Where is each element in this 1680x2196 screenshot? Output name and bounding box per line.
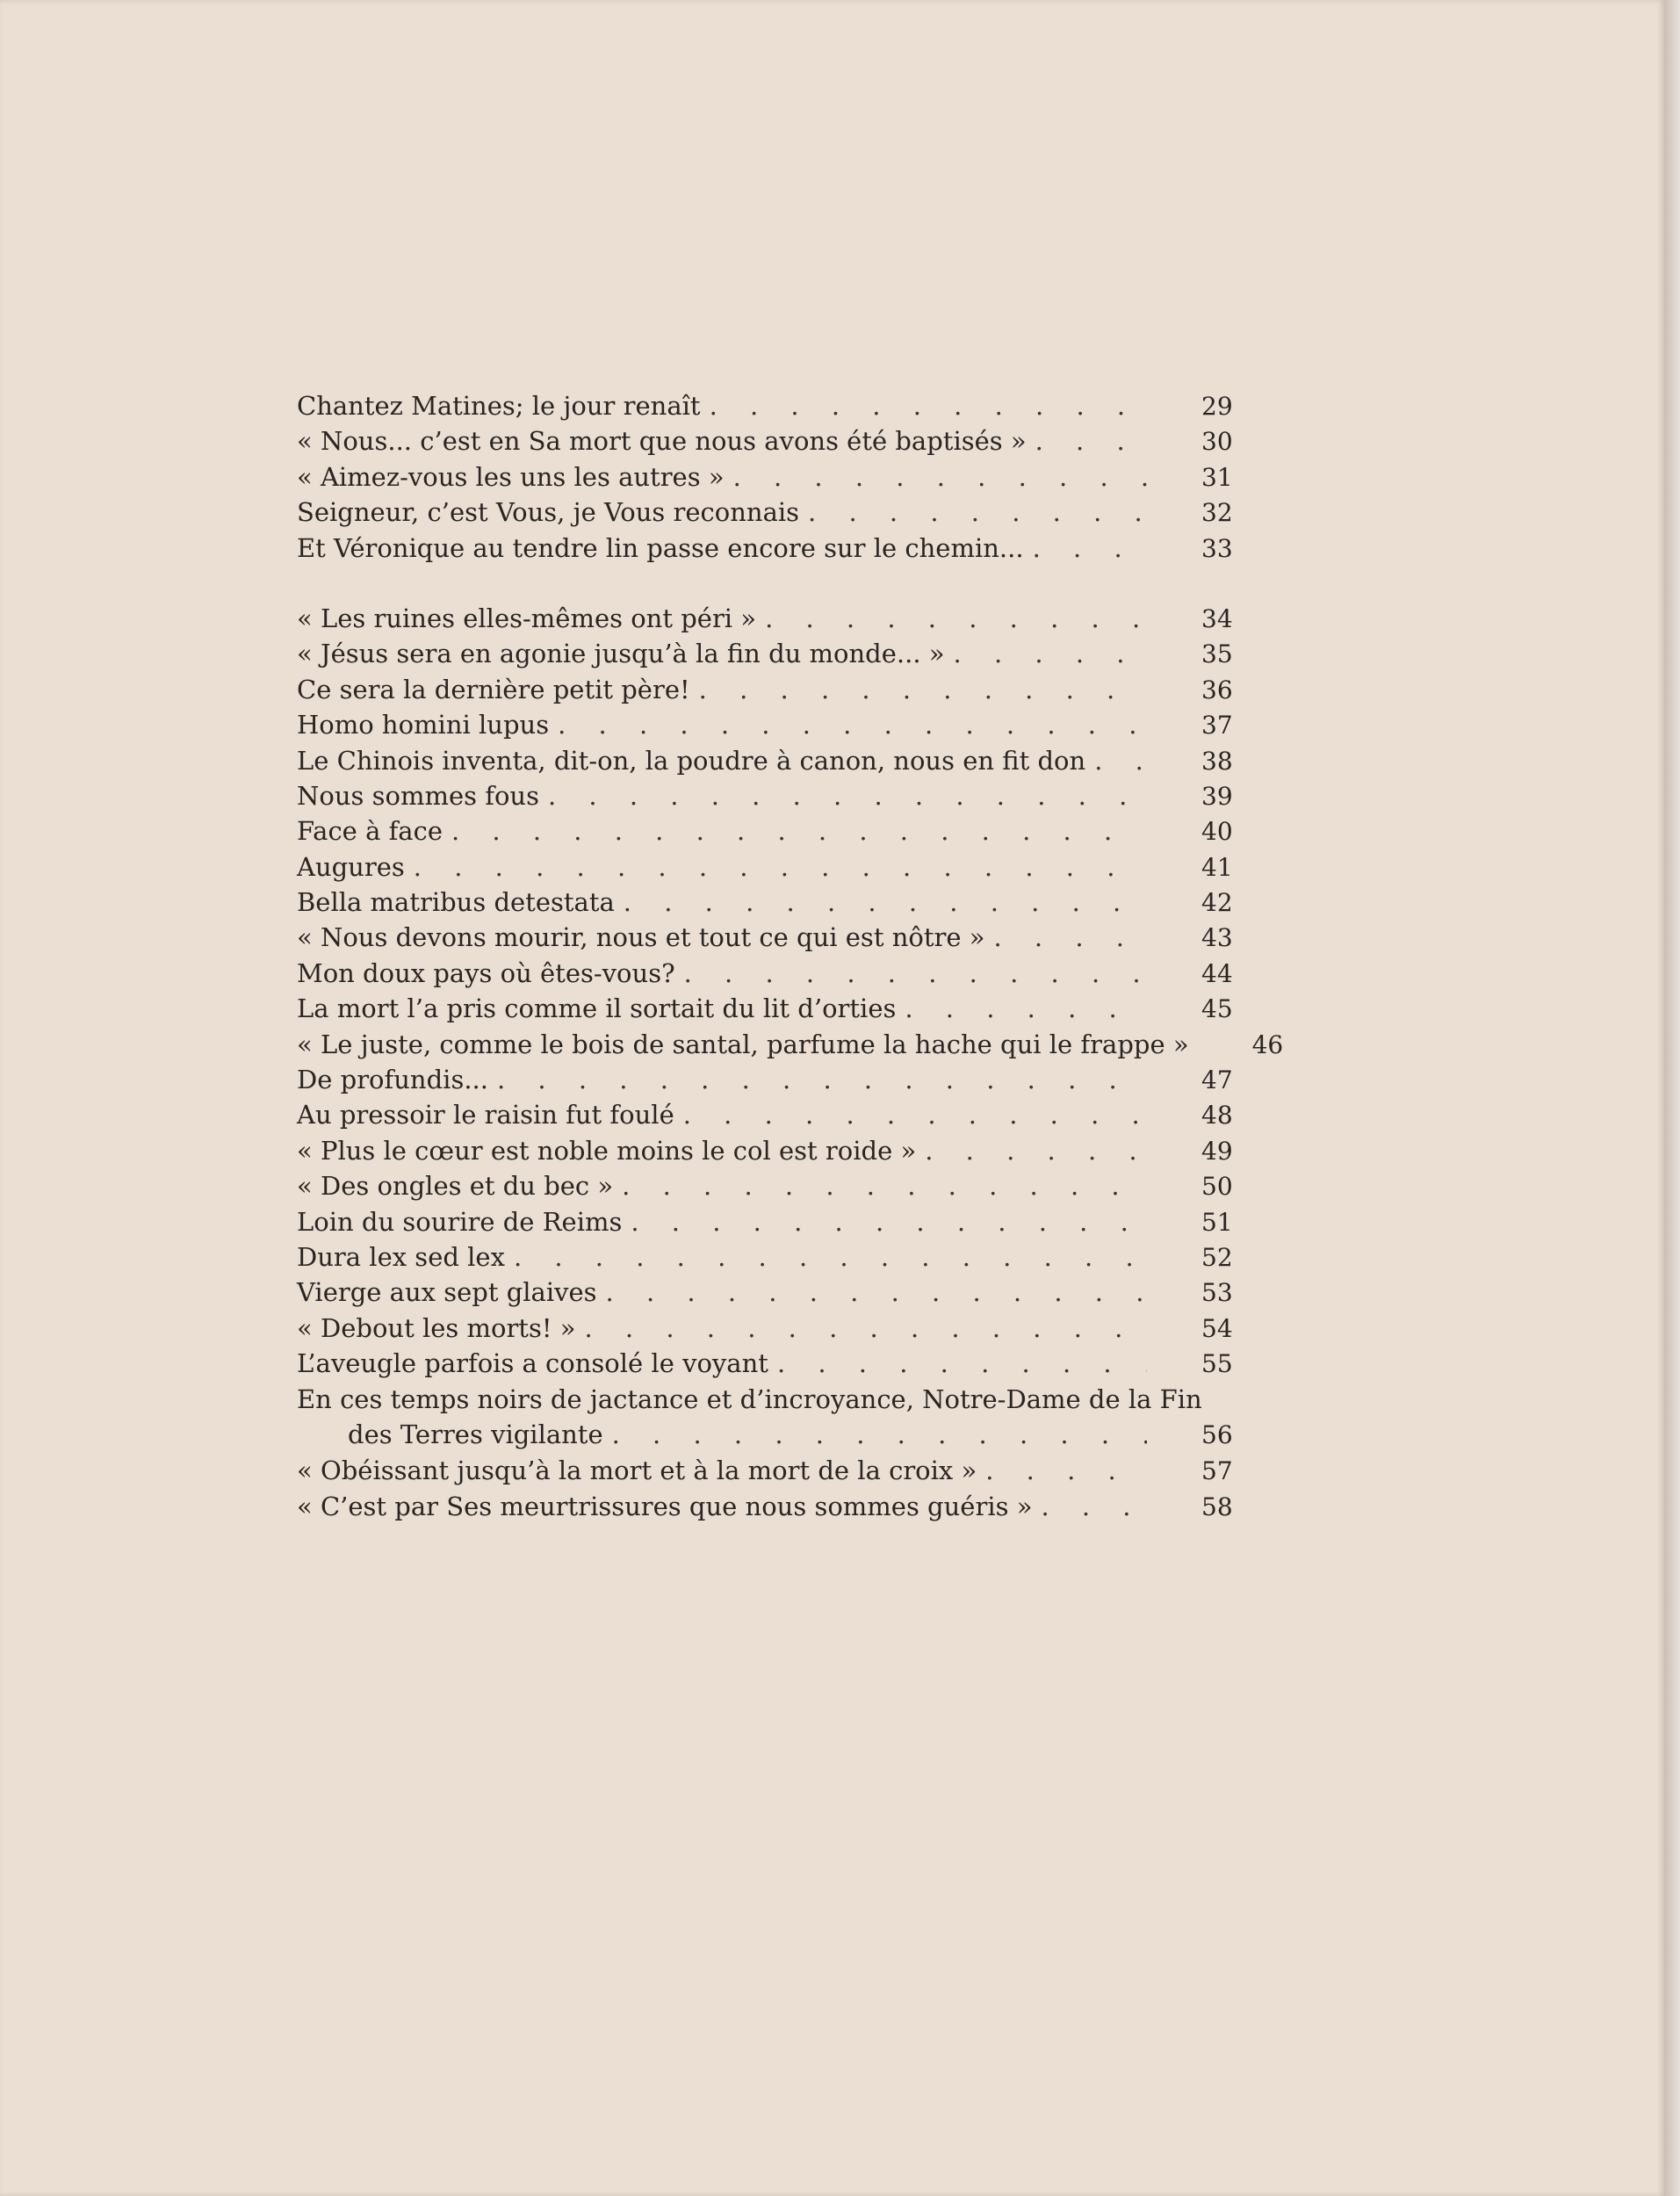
toc-entry	[297, 743, 1245, 778]
toc-entry-page: 35	[1201, 639, 1233, 669]
toc-entry-title: « Obéissant jusqu’à la mort et à la mort de la croix »	[297, 1456, 977, 1486]
toc-entry-page: 30	[1201, 427, 1233, 457]
dot-leader	[631, 1204, 1147, 1239]
dot-leader	[954, 636, 1147, 671]
toc-entry-page: 55	[1201, 1349, 1233, 1379]
toc-entry-page: 32	[1201, 498, 1233, 528]
toc-entry-title: De profundis...	[297, 1065, 488, 1095]
toc-entry	[297, 1489, 1245, 1524]
toc-entry	[297, 707, 1245, 742]
toc-entry-page: 40	[1201, 817, 1233, 847]
toc-entry-page: 29	[1201, 392, 1233, 421]
toc-entry-page: 42	[1201, 888, 1233, 918]
toc-entry-page: 31	[1201, 462, 1233, 492]
toc-entry	[297, 423, 1245, 459]
toc-entry	[297, 849, 1245, 885]
toc-entry-title: « C’est par Ses meurtrissures que nous sommes guéris »	[297, 1491, 1033, 1521]
toc-entry-title: L’aveugle parfois a consolé le voyant	[297, 1348, 768, 1379]
dot-leader	[808, 495, 1147, 530]
toc-entry-title: Seigneur, c’est Vous, je Vous reconnais	[297, 497, 800, 528]
dot-leader	[584, 1311, 1147, 1346]
toc-entry	[297, 778, 1245, 813]
dot-leader	[925, 1133, 1147, 1168]
toc-entry-page: 50	[1201, 1172, 1233, 1202]
toc-entry-title: Au pressoir le raisin fut foulé	[297, 1100, 674, 1131]
toc-entry-title: « Jésus sera en agonie jusqu’à la fin du monde... »	[297, 639, 945, 669]
toc-entry	[297, 672, 1245, 707]
toc-entry-title: « Les ruines elles-mêmes ont péri »	[297, 603, 757, 633]
toc-entry-page: 49	[1201, 1136, 1233, 1166]
page-edge	[1664, 0, 1680, 2196]
toc-entry-page: 54	[1201, 1313, 1233, 1343]
dot-leader	[1035, 423, 1147, 459]
toc-entry	[297, 1346, 1245, 1381]
dot-leader	[993, 920, 1147, 955]
toc-entry-page: 45	[1201, 994, 1233, 1024]
toc-entry-title: Homo homini lupus	[297, 710, 550, 740]
toc-entry-title: Vierge aux sept glaives	[297, 1277, 597, 1308]
dot-leader	[514, 1239, 1147, 1275]
dot-leader	[684, 956, 1147, 991]
dot-leader	[777, 1346, 1147, 1381]
toc-entry	[297, 1204, 1245, 1239]
toc-entry	[297, 459, 1245, 495]
toc-entry-page: 37	[1201, 711, 1233, 740]
toc-entry-title: « Debout les morts! »	[297, 1312, 576, 1343]
toc-entry-title: Augures	[297, 851, 405, 882]
toc-section-1	[297, 388, 1245, 566]
toc-entry-title: Le Chinois inventa, dit-on, la poudre à canon, nous en fit don	[297, 745, 1086, 776]
toc-entry	[297, 1239, 1245, 1275]
toc-entry-title: Dura lex sed lex	[297, 1241, 505, 1272]
toc-entry-page: 47	[1201, 1065, 1233, 1095]
toc-entry	[297, 495, 1245, 530]
toc-entry	[297, 388, 1245, 423]
toc-entry-page: 41	[1201, 852, 1233, 882]
toc-entry-page: 58	[1201, 1492, 1233, 1521]
dot-leader	[612, 1417, 1147, 1452]
toc-entry	[297, 1027, 1284, 1062]
toc-entry-page: 38	[1201, 746, 1233, 776]
toc-entry-title: Face à face	[297, 816, 443, 847]
toc-entry	[297, 1275, 1245, 1310]
toc-entry-page: 51	[1201, 1207, 1233, 1237]
toc-entry-page: 48	[1201, 1101, 1233, 1131]
dot-leader	[414, 849, 1147, 885]
toc-entry	[297, 956, 1245, 991]
dot-leader	[733, 459, 1147, 495]
toc-entry-title: Et Véronique au tendre lin passe encore sur le chemin...	[297, 532, 1024, 563]
toc-entry-page: 36	[1201, 675, 1233, 704]
toc-entry-title: « Plus le cœur est noble moins le col est roide »	[297, 1135, 917, 1166]
toc-entry	[297, 601, 1245, 636]
toc-entry	[297, 1311, 1245, 1346]
toc-entry	[297, 1133, 1245, 1168]
toc-entry-page: 44	[1201, 958, 1233, 988]
toc-entry-title: Chantez Matines; le jour renaît	[297, 391, 701, 421]
dot-leader	[765, 601, 1147, 636]
toc-entry-page: 46	[1251, 1029, 1284, 1059]
toc-entry-page: 43	[1201, 923, 1233, 953]
toc-entry-title: Bella matribus detestata	[297, 887, 615, 918]
toc-entry	[297, 1062, 1245, 1097]
dot-leader	[905, 991, 1147, 1026]
toc-entry-title-line1: En ces temps noirs de jactance et d’incroyance, Notre-Dame de la Fin	[297, 1383, 1202, 1414]
toc-entry-title: Loin du sourire de Reims	[297, 1206, 623, 1237]
toc-entry	[297, 1168, 1245, 1203]
toc-entry-title: « Nous... c’est en Sa mort que nous avons été baptisés »	[297, 426, 1027, 457]
toc-entry-title: « Le juste, comme le bois de santal, parfume la hache qui le frappe »	[297, 1029, 1189, 1059]
toc-entry-page: 57	[1201, 1456, 1233, 1486]
dot-leader	[497, 1062, 1147, 1097]
toc-entry	[297, 885, 1245, 920]
toc-entry-title: « Aimez-vous les uns les autres »	[297, 461, 725, 492]
toc-entry	[297, 991, 1245, 1026]
dot-leader	[548, 778, 1147, 813]
dot-leader	[985, 1453, 1147, 1488]
toc-entry-title: Nous sommes fous	[297, 780, 539, 811]
toc-entry-title: « Nous devons mourir, nous et tout ce qui est nôtre »	[297, 922, 985, 953]
dot-leader	[1033, 531, 1147, 566]
toc-entry-title: Ce sera la dernière petit père!	[297, 674, 690, 704]
toc-entry	[297, 1097, 1245, 1132]
toc-entry	[297, 920, 1245, 955]
dot-leader	[683, 1097, 1147, 1132]
toc-entry	[297, 813, 1245, 849]
toc-entry-page: 34	[1201, 603, 1233, 633]
toc-entry-page: 52	[1201, 1242, 1233, 1272]
toc-entry	[297, 1453, 1245, 1488]
dot-leader	[1041, 1489, 1147, 1524]
toc-section-2	[297, 601, 1284, 1524]
toc-entry-title: La mort l’a pris comme il sortait du lit d’orties	[297, 993, 897, 1024]
toc-entry-second-line	[297, 1417, 1245, 1453]
dot-leader	[710, 388, 1147, 423]
toc-entry-title: Mon doux pays où êtes-vous?	[297, 957, 675, 988]
toc-entry	[297, 531, 1245, 566]
dot-leader	[451, 813, 1147, 849]
toc-entry-page: 33	[1201, 533, 1233, 563]
dot-leader	[699, 672, 1147, 707]
dot-leader	[1094, 743, 1147, 778]
toc-entry-title: « Des ongles et du bec »	[297, 1171, 614, 1202]
dot-leader	[622, 1168, 1147, 1203]
toc-entry-page: 53	[1201, 1278, 1233, 1308]
toc-entry	[297, 1382, 1245, 1454]
toc-entry-page: 39	[1201, 781, 1233, 811]
dot-leader	[558, 707, 1147, 742]
table-of-contents	[297, 388, 1284, 1524]
toc-entry	[297, 636, 1245, 671]
dot-leader	[606, 1275, 1147, 1310]
toc-entry-page: 56	[1201, 1419, 1233, 1449]
dot-leader	[624, 885, 1147, 920]
toc-entry-title-line2: des Terres vigilante	[348, 1419, 603, 1449]
